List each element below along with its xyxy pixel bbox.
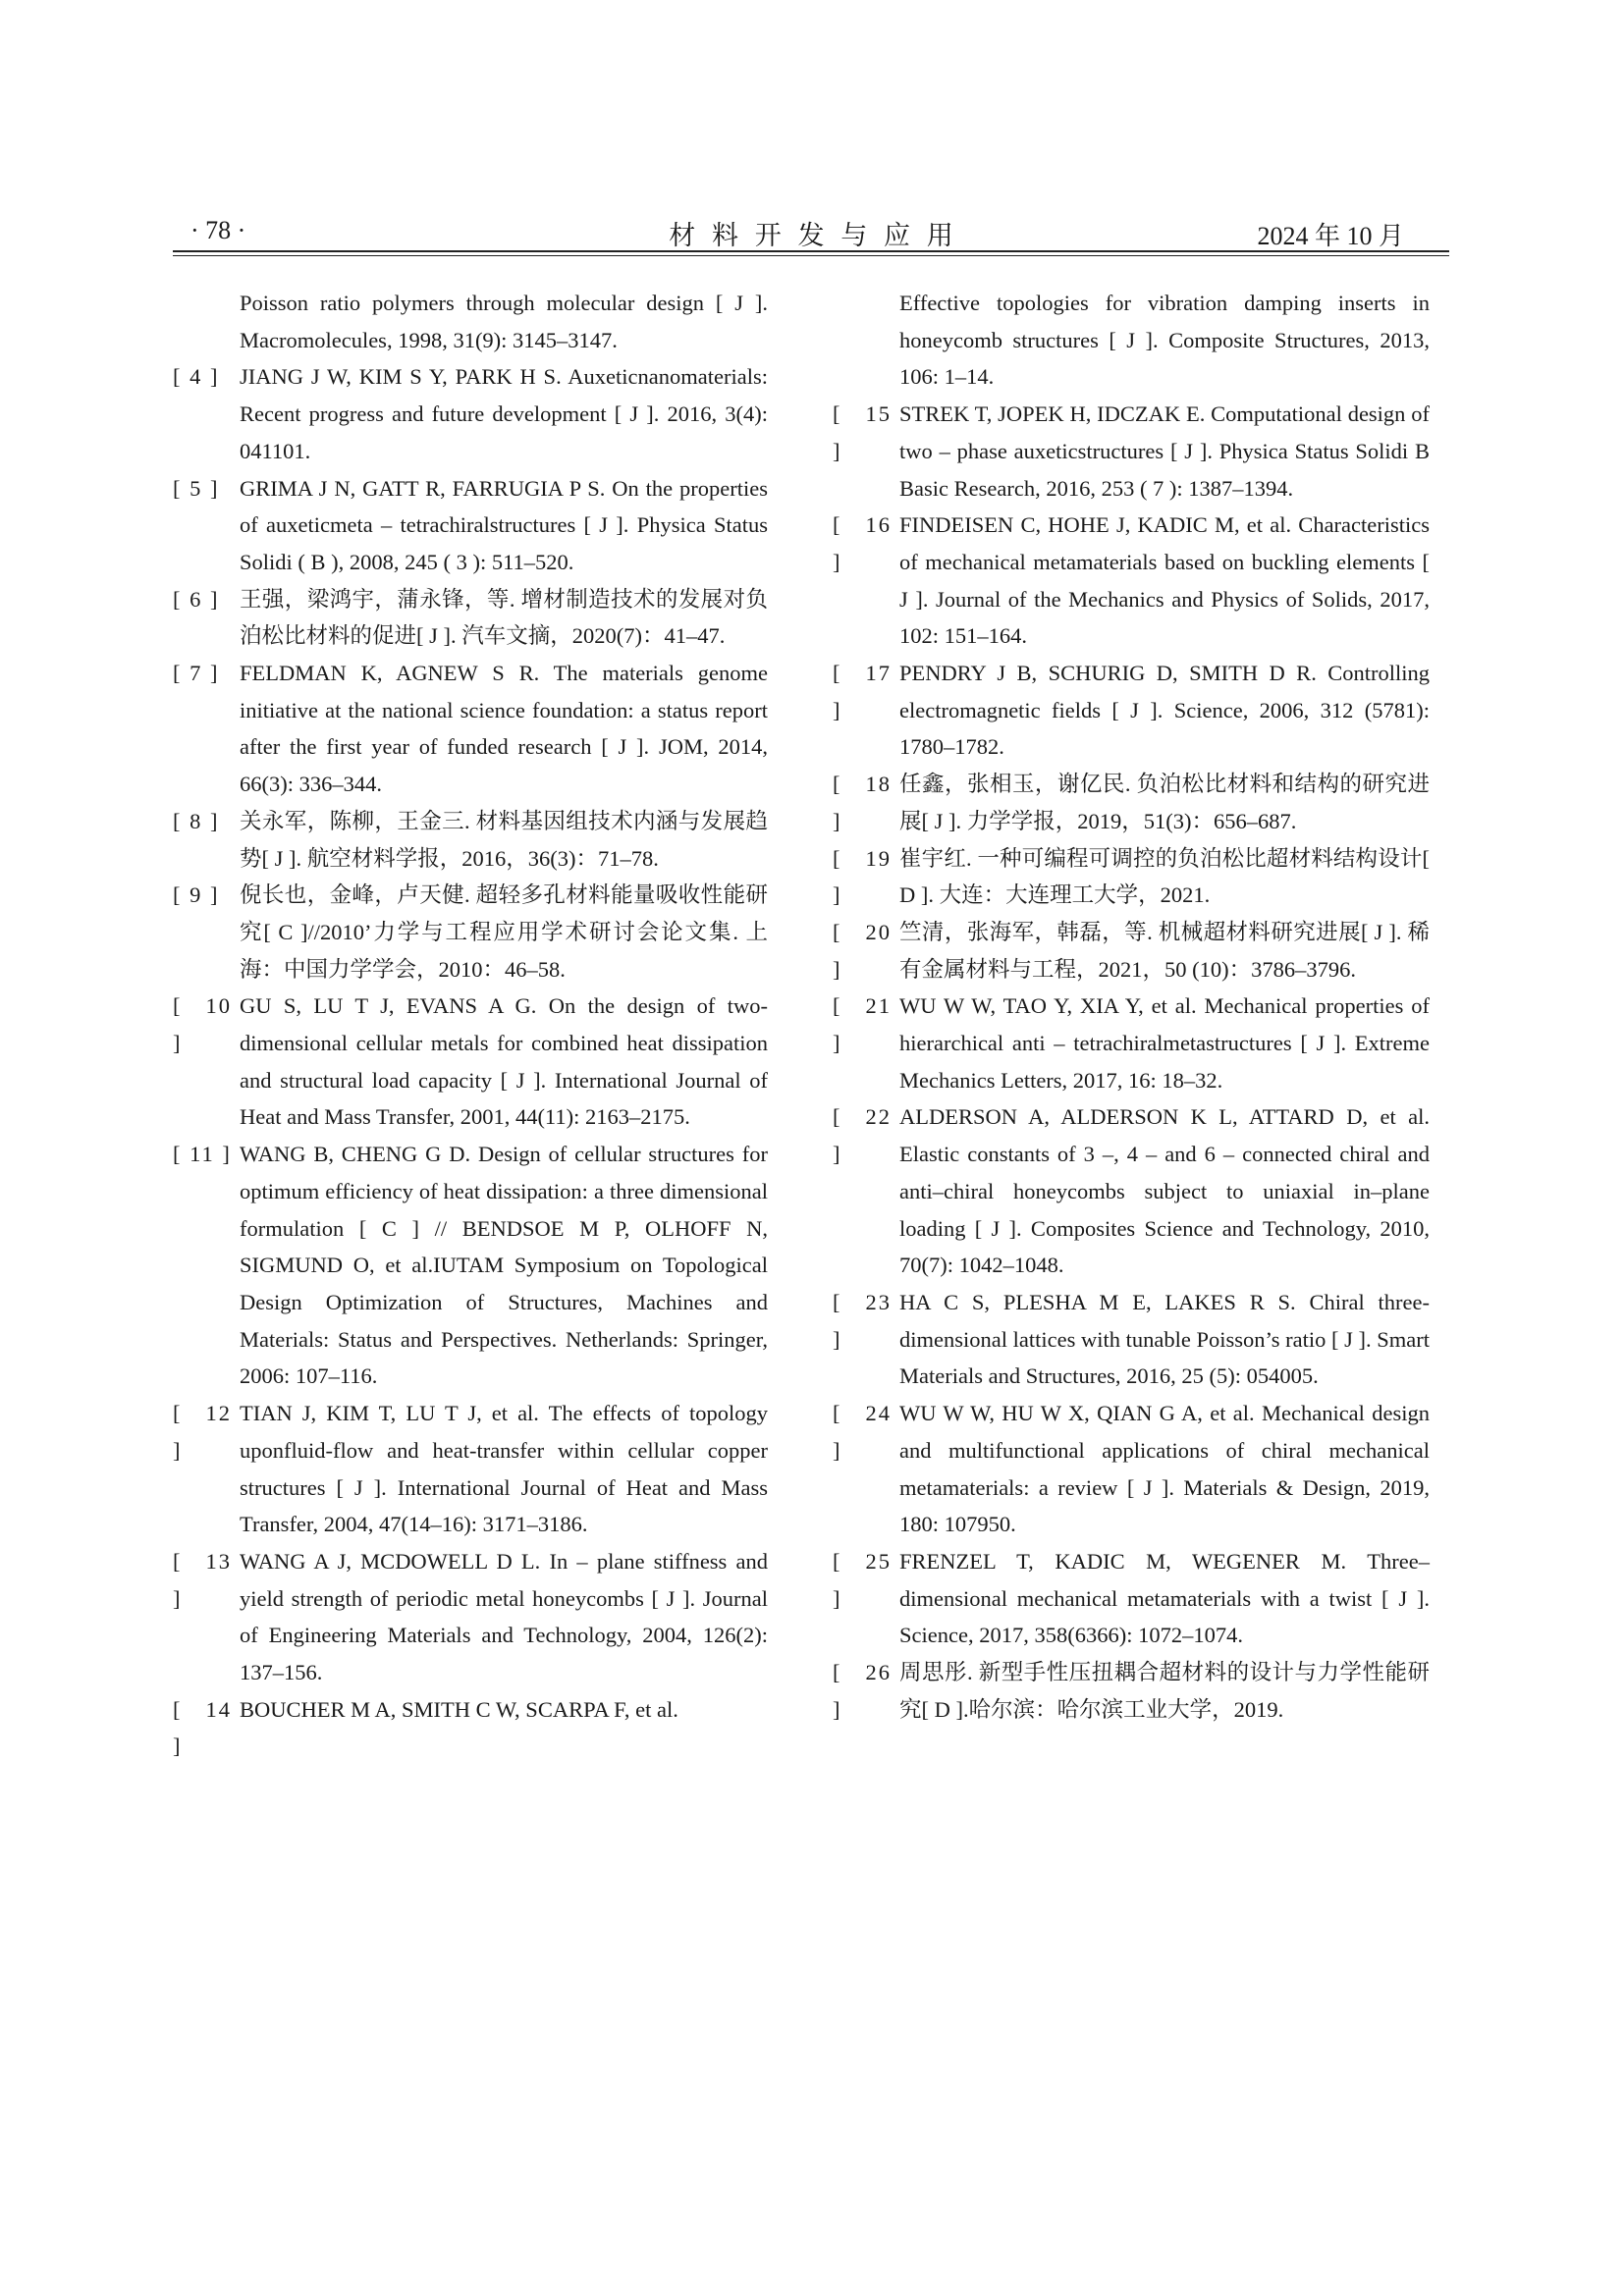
page-header [173,212,1449,255]
reference-entry [173,358,768,469]
reference-number: [ 12 ] [173,1401,232,1463]
reference-entry [833,914,1430,988]
reference-number: [ 18 ] [833,772,892,833]
reference-number: [ 6 ] [173,586,220,612]
header-rule-thick [173,250,1449,252]
reference-number: [ 26 ] [833,1660,892,1722]
reference-entry [173,470,768,581]
reference-text: PENDRY J B, SCHURIG D, SMITH D R. Controlling electromagnetic fields [ J ]. Science, 2006, 312 (5781): 1780–1782. [899,661,1430,760]
references-right-column [833,285,1430,1728]
reference-text: Effective topologies for vibration damping inserts in honeycomb structures [ J ]. Composite Structures, 2013, 106: 1–14. [899,291,1430,390]
reference-entry [833,988,1430,1098]
reference-number: [ 4 ] [173,364,220,390]
reference-number: [ 9 ] [173,882,220,908]
reference-number: [ 21 ] [833,993,892,1056]
reference-number: [ 14 ] [173,1696,232,1759]
reference-entry [833,1284,1430,1395]
reference-entry [833,1654,1430,1728]
reference-number: [ 7 ] [173,661,220,686]
reference-entry [173,655,768,803]
reference-entry [173,1136,768,1395]
reference-entry [173,803,768,877]
reference-text: Poisson ratio polymers through molecular design [ J ]. Macromolecules, 1998, 31(9): 3145–3147. [240,291,768,352]
reference-text: GU S, LU T J, EVANS A G. On the design of two-dimensional cellular metals for combined heat dissipation and structural load capacity [ J ]. International Journal of Heat and Mass Transfer, 2001, 44(11): 2163–2175. [240,993,768,1130]
reference-entry [833,285,1430,396]
reference-text: WANG A J, MCDOWELL D L. In – plane stiffness and yield strength of periodic metal honeycombs [ J ]. Journal of Engineering Materials and Technology, 2004, 126(2): 137–156. [240,1548,768,1685]
reference-entry [833,396,1430,507]
reference-text: TIAN J, KIM T, LU T J, et al. The effects of topology uponfluid-flow and heat-transfer within cellular copper structures [ J ]. International Journal of Heat and Mass Transfer, 2004, 47(14–16): 3171–3186. [240,1401,768,1537]
reference-number: [ 15 ] [833,401,892,463]
issue-date: 2024 年 10 月 [1257,222,1404,250]
reference-entry [173,1543,768,1691]
reference-text: 关永军，陈柳，王金三. 材料基因组技术内涵与发展趋势[ J ]. 航空材料学报，2016，36(3)：71–78. [240,808,768,871]
reference-number: [ 23 ] [833,1289,892,1352]
references-left-column [173,285,768,1759]
reference-number: [ 10 ] [173,993,232,1056]
reference-text: WU W W, TAO Y, XIA Y, et al. Mechanical properties of hierarchical anti – tetrachiralmetastructures [ J ]. Extreme Mechanics Letters, 2017, 16: 18–32. [899,993,1430,1093]
reference-entry [173,1691,768,1759]
journal-title: 材料开发与应用 [669,221,970,250]
reference-number: [ 11 ] [173,1142,232,1167]
reference-number: [ 17 ] [833,661,892,722]
reference-entry [833,507,1430,655]
reference-entry [173,877,768,988]
reference-entry [833,1395,1430,1543]
reference-entry [833,1543,1430,1654]
reference-text: HA C S, PLESHA M E, LAKES R S. Chiral three-dimensional lattices with tunable Poisson’s ratio [ J ]. Smart Materials and Structures, 2016, 25 (5): 054005. [899,1289,1430,1389]
reference-entry [173,1395,768,1543]
reference-text: FINDEISEN C, HOHE J, KADIC M, et al. Characteristics of mechanical metamaterials based on buckling elements [ J ]. Journal of the Mechanics and Physics of Solids, 2017, 102: 151–164. [899,512,1430,649]
reference-text: 崔宇红. 一种可编程可调控的负泊松比超材料结构设计[ D ]. 大连：大连理工大学，2021. [899,845,1430,908]
reference-text: STREK T, JOPEK H, IDCZAK E. Computational design of two – phase auxeticstructures [ J ]. Physica Status Solidi B Basic Research, 2016, 253 ( 7 ): 1387–1394. [899,401,1430,501]
reference-entry [173,988,768,1136]
reference-text: WU W W, HU W X, QIAN G A, et al. Mechanical design and multifunctional applications of chiral mechanical metamaterials: a review [ J ]. Materials & Design, 2019, 180: 107950. [899,1401,1430,1537]
reference-text: 倪长也，金峰，卢天健. 超轻多孔材料能量吸收性能研究[ C ]//2010’力学与工程应用学术研讨会论文集. 上海：中国力学学会，2010：46–58. [240,882,768,982]
reference-entry [173,285,768,358]
reference-text: GRIMA J N, GATT R, FARRUGIA P S. On the properties of auxeticmeta – tetrachiralstructures [ J ]. Physica Status Solidi ( B ), 2008, 245 ( 3 ): 511–520. [240,475,768,574]
reference-text: 任鑫，张相玉，谢亿民. 负泊松比材料和结构的研究进展[ J ]. 力学学报，2019，51(3)：656–687. [899,772,1430,833]
reference-number: [ 8 ] [173,808,220,833]
reference-text: FRENZEL T, KADIC M, WEGENER M. Three–dimensional mechanical metamaterials with a twist [ J ]. Science, 2017, 358(6366): 1072–1074. [899,1548,1430,1648]
reference-number: [ 25 ] [833,1548,892,1611]
reference-entry [833,1098,1430,1284]
reference-number: [ 24 ] [833,1401,892,1463]
reference-number: [ 22 ] [833,1104,892,1167]
header-rule-thin [173,255,1449,256]
reference-number: [ 20 ] [833,919,892,982]
page-number: · 78 · [190,216,246,244]
reference-text: 周思彤. 新型手性压扭耦合超材料的设计与力学性能研究[ D ].哈尔滨：哈尔滨工业大学，2019. [899,1660,1430,1722]
reference-entry [833,840,1430,914]
reference-text: FELDMAN K, AGNEW S R. The materials genome initiative at the national science foundation: a status report after the first year of funded research [ J ]. JOM, 2014, 66(3): 336–344. [240,661,768,797]
reference-number: [ 5 ] [173,475,220,501]
reference-text: ALDERSON A, ALDERSON K L, ATTARD D, et al. Elastic constants of 3 –, 4 – and 6 – connected chiral and anti–chiral honeycombs subject to uniaxial in–plane loading [ J ]. Composites Science and Technology, 2010, 70(7): 1042–1048. [899,1104,1430,1278]
reference-number: [ 13 ] [173,1548,232,1611]
reference-entry [833,766,1430,839]
reference-text: BOUCHER M A, SMITH C W, SCARPA F, et al. [240,1696,678,1722]
reference-text: JIANG J W, KIM S Y, PARK H S. Auxeticnanomaterials: Recent progress and future development [ J ]. 2016, 3(4): 041101. [240,364,768,463]
reference-text: 王强，梁鸿宇，蒲永锋，等. 增材制造技术的发展对负泊松比材料的促进[ J ]. 汽车文摘，2020(7)：41–47. [240,586,768,649]
reference-entry [833,655,1430,766]
reference-text: 竺清，张海军，韩磊，等. 机械超材料研究进展[ J ]. 稀有金属材料与工程，2021，50 (10)：3786–3796. [899,919,1430,982]
reference-entry [173,581,768,655]
reference-number: [ 16 ] [833,512,892,574]
reference-number: [ 19 ] [833,845,892,908]
reference-text: WANG B, CHENG G D. Design of cellular structures for optimum efficiency of heat dissipation: a three dimensional formulation [ C ] // BENDSOE M P, OLHOFF N, SIGMUND O, et al.IUTAM Symposium on Topological Design Optimization of Structures, Machines and Materials: Status and Perspectives. Netherlands: Springer, 2006: 107–116. [240,1142,768,1389]
